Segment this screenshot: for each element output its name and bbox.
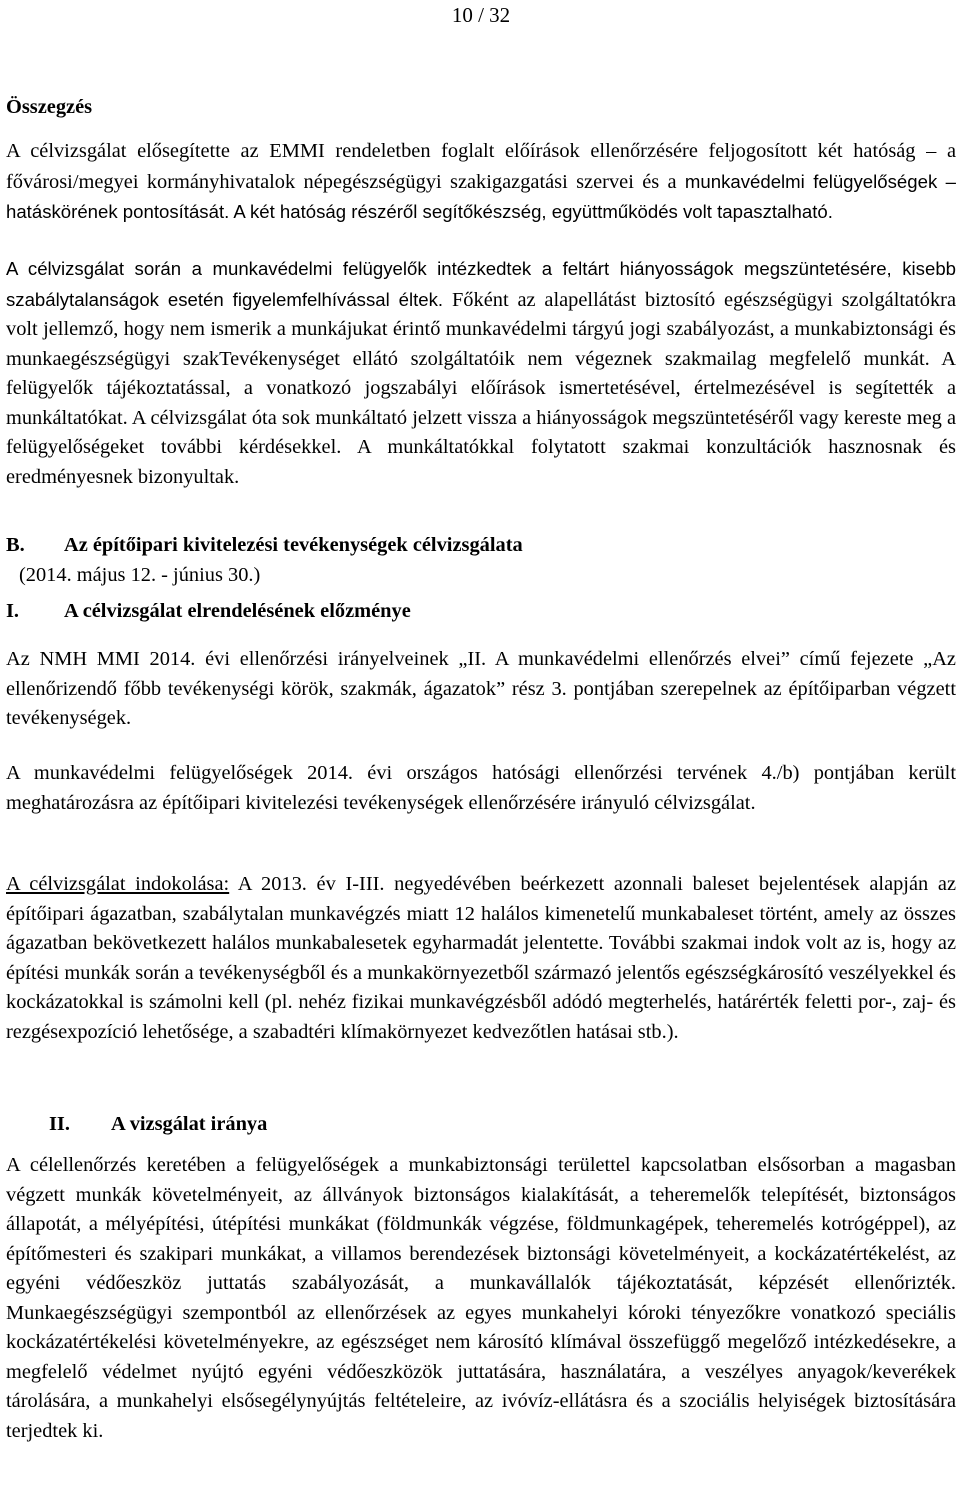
section-i-title: A célvizsgálat elrendelésének előzménye: [64, 600, 411, 622]
summary-paragraph-1-serif: A célvizsgálat elősegítette az EMMI rendeletben foglalt előírások ellenőrzésére feljogosított két hatóság – a fővárosi/megyei kormányhivatalok népegészségügyi szakigazgatási szervei és a: [6, 140, 956, 193]
justification-text: A 2013. év I-III. negyedévében beérkezett azonnali baleset bejelentések alapján az építőipari ágazatban, szabálytalan munkavégzés miatt 12 halálos kimenetelű munkabaleset történt, amely az összes ágazatban bekövetkezett halálos munkabalesetek egyharmadát jelentette. További szakmai indok volt az is, hogy az építési munkák során a tevékenységből és a munkakörnyezetből származó jelentős egészségkárosító veszélyekkel és kockázatokkal is számolni kell (pl. nehéz fizikai munkavégzésből adódó megterhelés, határérték feletti por-, zaj- és rezgésexpozíció lehetősége, a szabadtéri klímakörnyezet kedvezőtlen hatásai stb.).: [6, 873, 956, 1043]
section-i-label: I.: [6, 600, 20, 622]
summary-paragraph-2: [6, 254, 956, 492]
justification-label: A célvizsgálat indokolása:: [6, 873, 230, 895]
section-ii-label: II.: [49, 1113, 70, 1135]
page-number: 10 / 32: [451, 3, 511, 27]
summary-paragraph-1: [6, 137, 956, 228]
section-b-heading: [6, 531, 956, 561]
section-b-date: (2014. május 12. - június 30.): [19, 564, 261, 586]
section-b-label: B.: [6, 534, 25, 556]
section-i-paragraph-2: A munkavédelmi felügyelőségek 2014. évi országos hatósági ellenőrzési tervének 4./b) pontjában került meghatározásra az építőipari kivitelezési tevékenységek ellenőrzésére irányuló célvizsgálat.: [6, 762, 956, 814]
summary-paragraph-1-sans: munkavédelmi felügyelőségek – hatáskörének pontosítását. A két hatóság részéről segítőkészség, együttműködés volt tapasztalható.: [6, 170, 956, 222]
section-b-title: Az építőipari kivitelezési tevékenységek célvizsgálata: [64, 534, 523, 556]
section-i-paragraph-1: Az NMH MMI 2014. évi ellenőrzési irányelveinek „II. A munkavédelmi ellenőrzés elvei” című fejezete „Az ellenőrizendő főbb tevékenységi körök, szakmák, ágazatok” rész 3. pontjában szerepelnek az építőiparban végzett tevékenységek.: [6, 648, 956, 729]
summary-paragraph-2-sans: A célvizsgálat során a munkavédelmi felügyelők intézkedtek a feltárt hiányosságok megszüntetésére, kisebb szabálytalanságok esetén figyelemfelhívással éltek.: [6, 258, 956, 310]
section-i-heading: [6, 597, 956, 627]
section-ii-heading: [49, 1110, 960, 1140]
section-ii-title: A vizsgálat iránya: [111, 1113, 268, 1135]
section-ii-paragraph: A célellenőrzés keretében a felügyelőségek a munkabiztonsági területtel kapcsolatban elsősorban a magasban végzett munkák követelményeit, az állványok biztonságos kialakítását, a teheremelők telepítését, biztonságos állapotát, a mélyépítési, útépítési munkákat (földmunkák végzése, földmunkagépek, teheremelés kotrógéppel), az építőmesteri és szakipari munkákat, a villamos berendezések biztonsági követelményeit, a kockázatértékelést, az egyéni védőeszköz juttatás szabályozását, a munkavállalók tájékoztatását, képzését ellenőrizték. Munkaegészségügyi szempontból az ellenőrzések az egyes munkahelyi kóroki tényezőkre vonatkozó speciális kockázatértékelési követelményekre, az egészséget nem károsító klímával összefüggő megelőző intézkedésekre, a megfelelő védelmet nyújtó egyéni védőeszközök juttatására, használatára, a veszélyes anyagok/keverékek tárolására, a munkahelyi elsősegélynyújtás feltételeire, az ivóvíz-ellátásra és a szociális helyiségek biztosítására terjedtek ki.: [6, 1154, 956, 1442]
summary-heading: Összegzés: [6, 96, 93, 118]
section-i-paragraph-3: [6, 870, 956, 1047]
summary-paragraph-2-serif: Főként az alapellátást biztosító egészségügyi szolgáltatókra volt jellemző, hogy nem ismerik a munkájukat érintő munkavédelmi tárgyú jogi szabályozást, a munkabiztonsági és munkaegészségügyi szakTevékenységet ellátó szolgáltatóik nem végeznek szakmailag megfelelő munkát. A felügyelők tájékoztatással, a vonatkozó jogszabályi előírások ismertetésével, értelmezésével is segítették a munkáltatókat. A célvizsgálat óta sok munkáltató jelzett vissza a hiányosságok megszüntetéséről vagy kereste meg a felügyelőségeket további kérdésekkel. A munkáltatókkal folytatott szakmai konzultációk hasznosnak és eredményesnek bizonyultak.: [6, 288, 956, 488]
